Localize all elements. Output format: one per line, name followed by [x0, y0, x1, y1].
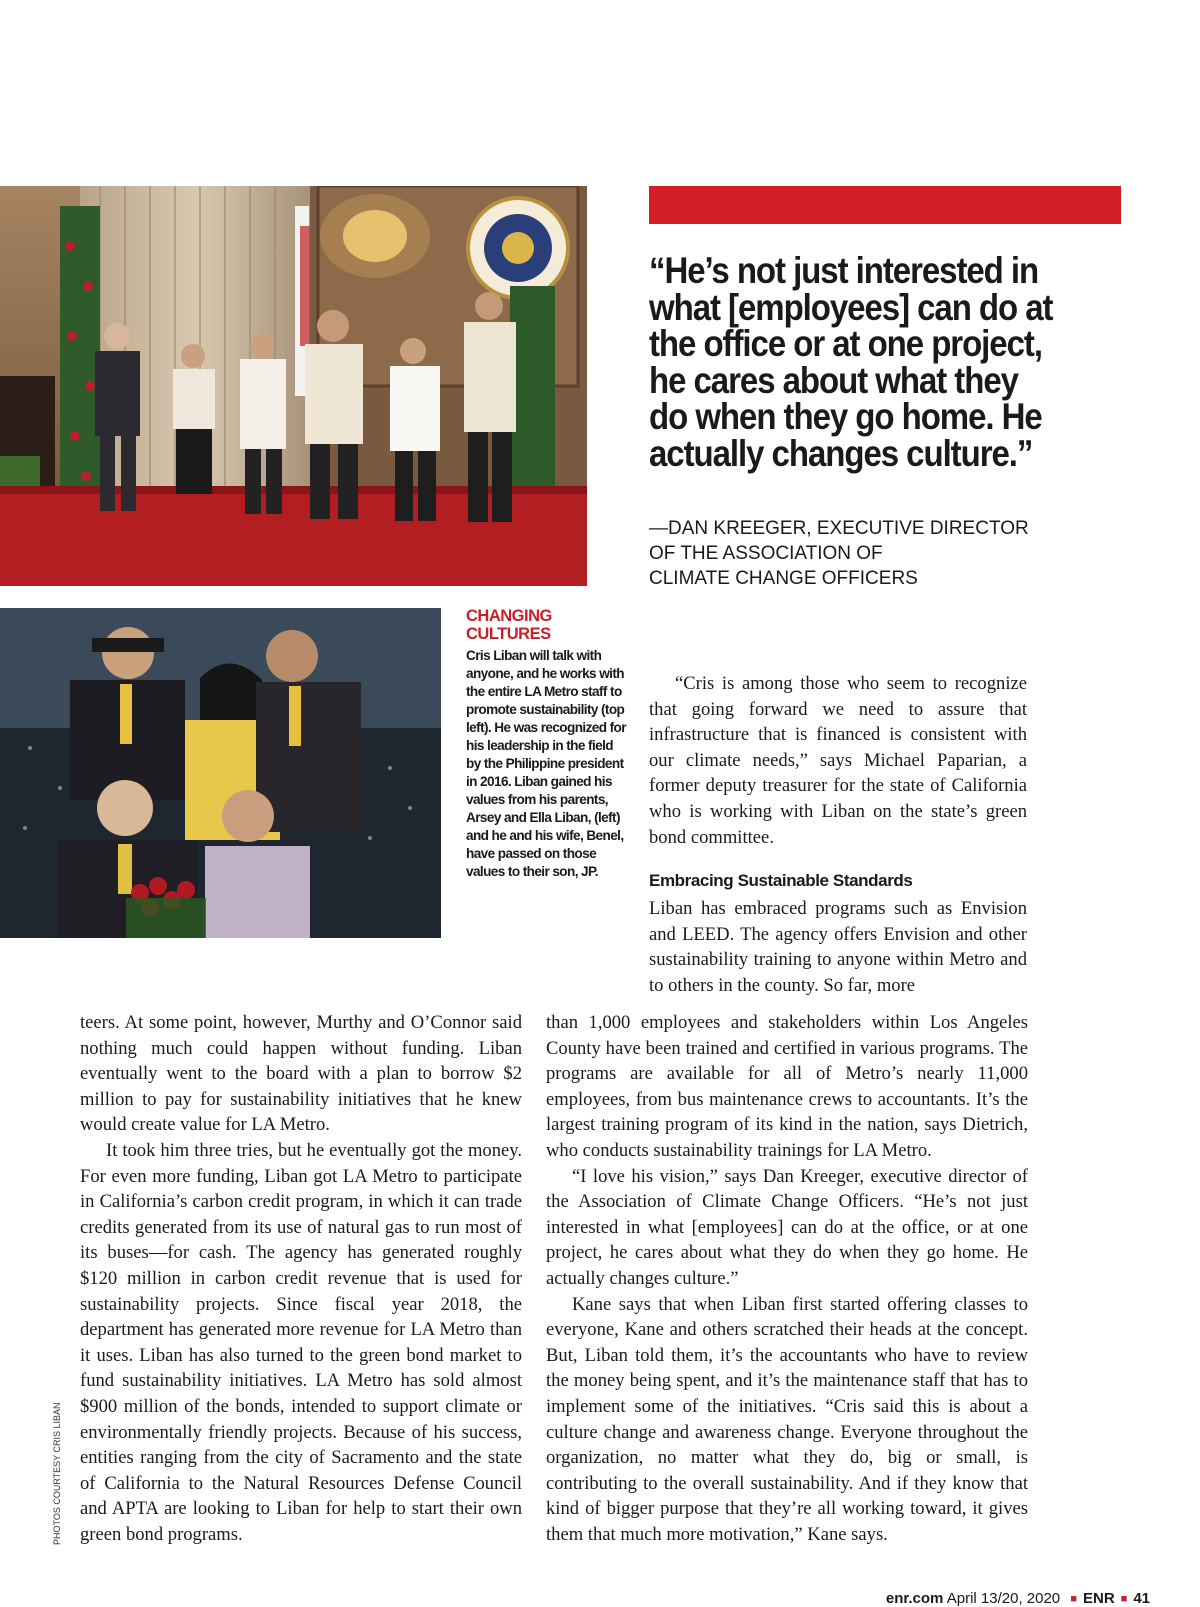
caption-heading [466, 608, 616, 643]
article-paragraph: than 1,000 employees and stakeholders within Los Angeles County have been trained and certified in various programs. The programs are available for all of Metro’s nearly 11,000 employees, from bus maintenance crews to accountants. It’s the largest training program of its kind in the nation, says Dietrich, who conducts sustainability trainings for LA Metro. [546, 1012, 1028, 1161]
family-photo-icon [0, 608, 441, 938]
red-accent-bar [649, 186, 1121, 224]
footer-date: April 13/20, 2020 [946, 1590, 1061, 1607]
photo-credit: PHOTOS COURTESY CRIS LIBAN [52, 1402, 62, 1545]
article-column-right-upper [649, 671, 1027, 999]
article-paragraph: It took him three tries, but he eventually got the money. For even more funding, Liban got LA Metro to participate in California’s carbon credit program, in which it can trade credits generated from its use of natural gas to run most of its buses—for cash. The agency has generated roughly $120 million in carbon credit revenue that is used for sustainability projects. Since fiscal year 2018, the department has generated more revenue for LA Metro than it uses. Liban has also turned to the green bond market to fund sustainability initiatives. LA Metro has sold almost $900 million of the bonds, intended to support climate or environmentally friendly projects. Because of his success, entities ranging from the city of Sacramento and the state of California to the Natural Resources Defense Council and APTA are looking to Liban for help to start their own green bond programs. [80, 1139, 522, 1545]
photo-family-portrait [0, 608, 441, 938]
footer-site: enr.com [885, 1590, 944, 1607]
caption-heading-line: CHANGING [466, 607, 552, 625]
pull-quote: “He’s not just interested in what [employees] can do at the office or at one project, he cares about what they do when they go home. He actually changes culture.” [649, 249, 1053, 474]
caption-heading-line: CULTURES [466, 624, 551, 643]
photo-presidential-award-ceremony [0, 186, 587, 586]
article-paragraph: teers. At some point, however, Murthy and O’Connor said nothing much could happen without funding. Liban eventually went to the board with a plan to borrow $2 million to pay for sustainability initiatives that he knew would create value for LA Metro. [80, 1012, 522, 1136]
article-paragraph: Liban has embraced programs such as Envision and LEED. The agency offers Envision and other sustainability training to anyone within Metro and to others in the county. So far, more [649, 898, 1027, 996]
article-paragraph: “Cris is among those who seem to recognize that going forward we need to assure that infrastructure that is financed is consistent with our climate needs,” says Michael Paparian, a former deputy treasurer for the state of California who is working with Liban on the state’s green bond committee. [649, 673, 1027, 848]
article-column-right-lower [546, 1010, 1028, 1547]
article-paragraph: Kane says that when Liban first started offering classes to everyone, Kane and others scratched their heads at the concept. But, Liban told them, it’s the accountants who have to review the money being spent, and it’s the maintenance staff that has to implement some of the initiatives. “Cris said this is about a culture change and awareness change. Everyone throughout the organization, no matter what they do, big or small, is contributing to the overall sustainability. And if they know that kind of bigger purpose that they’re all working toward, it gives them that much more motivation,” Kane says. [546, 1293, 1028, 1545]
pull-quote-attribution [649, 516, 1109, 591]
footer-separator-icon: ■ [1070, 1593, 1077, 1605]
attribution-line: CLIMATE CHANGE OFFICERS [649, 568, 918, 589]
footer-magazine: ENR [1082, 1590, 1115, 1607]
page-footer [820, 1590, 1150, 1607]
article-paragraph: “I love his vision,” says Dan Kreeger, executive director of the Association of Climate Change Officers. “He’s not just interested in what [employees] can do at the office, or at one project, he cares about what they do when they go home. He actually changes culture.” [546, 1165, 1028, 1289]
footer-page-number: 41 [1133, 1590, 1150, 1607]
article-subhead: Embracing Sustainable Standards [649, 871, 913, 891]
article-column-left [80, 1010, 522, 1547]
caption-body: Cris Liban will talk with anyone, and he works with the entire LA Metro staff to promote sustainability (top left). He was recognized for his leadership in the field by the Philippine president in 2016. Liban gained his values from his parents, Arsey and Ella Liban, (left) and he and his wife, Benel, have passed on those values to their son, JP. [466, 648, 626, 879]
attribution-line: —DAN KREEGER, EXECUTIVE DIRECTOR [649, 518, 1029, 539]
ceremony-photo-icon [0, 186, 587, 586]
footer-separator-icon: ■ [1120, 1593, 1128, 1605]
attribution-line: OF THE ASSOCIATION OF [649, 543, 883, 564]
